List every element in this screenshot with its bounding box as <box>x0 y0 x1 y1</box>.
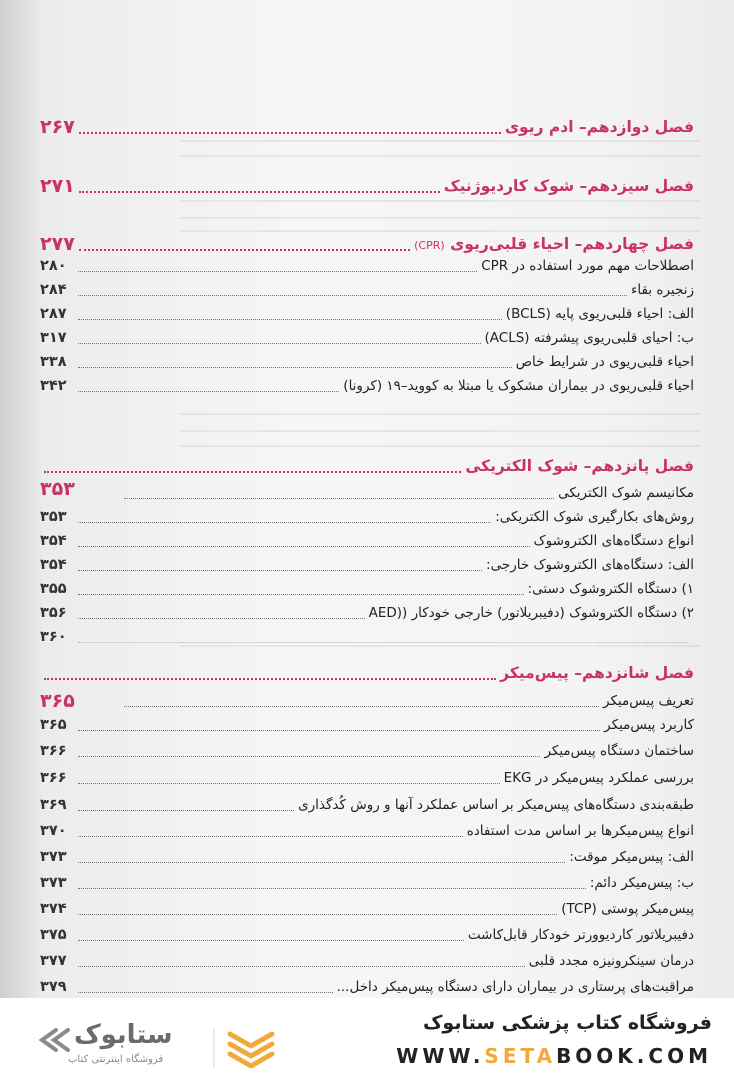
leader-dots <box>78 261 477 272</box>
leader-dots <box>124 696 599 707</box>
leader-dots <box>78 800 294 811</box>
toc-item[interactable] <box>40 898 694 920</box>
leader-dots <box>78 357 512 368</box>
toc-item-page: ۳۷۴ <box>40 901 67 917</box>
toc-item[interactable] <box>40 846 694 868</box>
leader-dots <box>78 826 463 837</box>
leader-dots <box>78 904 557 915</box>
toc-item-text: احیاء قلبی‌ریوی در بیماران مشکوک یا مبتلا به کووید–۱۹ (کرونا) <box>343 378 694 394</box>
toc-item-text: مکانیسم شوک الکتریکی <box>558 485 694 501</box>
toc-item-page: ۳۱۷ <box>40 330 67 346</box>
leader-dots <box>79 179 440 193</box>
leader-dots <box>79 237 410 251</box>
logo-subtitle: فروشگاه اینترنتی کتاب <box>68 1054 164 1065</box>
toc-item[interactable] <box>40 327 694 349</box>
store-footer <box>0 998 734 1080</box>
toc-item-page: ۲۸۷ <box>40 306 67 322</box>
toc-item-page: ۲۸۴ <box>40 282 67 298</box>
toc-item[interactable] <box>40 554 694 576</box>
leader-dots <box>78 285 627 296</box>
toc-item-text: طبقه‌بندی دستگاه‌های پیس‌میکر بر اساس عملکرد آنها و روش کُدگذاری <box>298 797 694 813</box>
chapter-12-entry[interactable] <box>40 114 694 140</box>
toc-item[interactable] <box>40 279 694 301</box>
leader-dots <box>79 120 501 134</box>
chapter-title: فصل پانزدهم– شوک الکتریکی <box>465 457 694 475</box>
chapter-16-entry[interactable] <box>40 660 694 686</box>
toc-item[interactable] <box>40 976 694 998</box>
toc-item-text: ب: احیای قلبی‌ریوی پیشرفته (ACLS) <box>484 330 694 346</box>
leader-dots <box>44 666 496 680</box>
chapter-page: ۲۷۱ <box>40 175 75 197</box>
toc-item-text: الف: احیاء قلبی‌ریوی پایه (BCLS) <box>505 306 694 322</box>
leader-dots <box>78 381 339 392</box>
toc-item[interactable] <box>40 530 694 552</box>
leader-dots <box>78 982 333 993</box>
toc-item[interactable] <box>40 924 694 946</box>
chapter-13-entry[interactable] <box>40 173 694 199</box>
toc-item-page-only <box>40 626 694 648</box>
toc-item-page: ۳۷۷ <box>40 953 67 969</box>
leader-dots <box>78 608 365 619</box>
toc-item-text: دفیبریلاتور کاردیوورتر خودکار قابل‌کاشت <box>467 927 694 943</box>
leader-dots <box>78 773 500 784</box>
toc-item[interactable] <box>40 578 694 600</box>
chapter-page: ۳۵۳ <box>40 478 75 500</box>
toc-item[interactable] <box>40 950 694 972</box>
leader-dots <box>78 333 481 344</box>
toc-item-page: ۳۷۰ <box>40 823 67 839</box>
toc-item[interactable] <box>40 506 694 528</box>
toc-item-page: ۳۵۳ <box>40 509 67 525</box>
logo-wordmark: ستابوک <box>74 1020 173 1050</box>
toc-item-page: ۳۵۴ <box>40 557 67 573</box>
toc-item-page: ۳۷۹ <box>40 979 67 995</box>
toc-item-text: احیاء قلبی‌ریوی در شرایط خاص <box>515 354 694 370</box>
toc-item[interactable] <box>40 767 694 789</box>
leader-dots <box>78 536 530 547</box>
toc-item-text: اصطلاحات مهم مورد استفاده در CPR <box>481 258 694 274</box>
toc-item-text: ۱) دستگاه الکتروشوک دستی: <box>527 581 694 597</box>
toc-item-page: ۳۵۴ <box>40 533 67 549</box>
toc-item-page: ۳۵۶ <box>40 605 67 621</box>
toc-item-page: ۳۴۲ <box>40 378 67 394</box>
toc-item[interactable] <box>40 872 694 894</box>
leader-dots <box>78 930 464 941</box>
toc-item[interactable] <box>40 794 694 816</box>
leader-dots <box>78 746 540 757</box>
toc-item[interactable] <box>40 602 694 624</box>
toc-item[interactable] <box>40 714 694 736</box>
toc-item-text: ۲) دستگاه الکتروشوک (دفیبریلاتور) خارجی خودکار ((AED <box>368 605 694 621</box>
toc-item[interactable] <box>40 303 694 325</box>
leader-dots <box>78 852 565 863</box>
chapter-14-entry[interactable] <box>40 231 694 257</box>
chapter-title: فصل دوازدهم– ادم ریوی <box>504 118 694 136</box>
toc-item-text: ب: پیس‌میکر دائم: <box>589 875 694 891</box>
toc-item-text: بررسی عملکرد پیس‌میکر در EKG <box>503 770 694 786</box>
store-website[interactable] <box>396 1044 712 1068</box>
toc-item[interactable] <box>120 482 694 504</box>
store-name: فروشگاه کتاب پزشکی ستابوک <box>422 1012 712 1034</box>
leader-dots <box>78 956 525 967</box>
leader-dots <box>78 720 600 731</box>
leader-dots <box>78 584 524 595</box>
site-brand: SETA <box>484 1044 557 1068</box>
setabook-logo[interactable] <box>34 1020 294 1070</box>
toc-item-page: ۳۷۳ <box>40 849 67 865</box>
toc-item-page: ۲۸۰ <box>40 258 67 274</box>
toc-item-page: ۳۶۵ <box>40 717 67 733</box>
chapter-title: فصل چهاردهم– احیاء قلبی‌ریوی (CPR) <box>414 235 694 253</box>
chapter-title: فصل سیزدهم– شوک کاردیوژنیک <box>443 177 694 195</box>
leader-dots <box>78 560 482 571</box>
toc-item-text: تعریف پیس‌میکر <box>603 693 694 709</box>
toc-item-text: الف: پیس‌میکر موقت: <box>569 849 694 865</box>
toc-item-text: ساختمان دستگاه پیس‌میکر <box>544 743 694 759</box>
leader-dots <box>44 459 461 473</box>
leader-dots <box>78 878 586 889</box>
toc-item-text: مراقبت‌های پرستاری در بیماران دارای دستگاه پیس‌میکر داخل... <box>336 979 694 995</box>
site-prefix: WWW. <box>396 1044 485 1068</box>
toc-item-text: پیس‌میکر پوستی (TCP) <box>561 901 694 917</box>
toc-item-text: درمان سینکرونیزه مجدد قلبی <box>528 953 694 969</box>
toc-item-text: کاربرد پیس‌میکر <box>604 717 694 733</box>
site-suffix: BOOK.COM <box>556 1044 712 1068</box>
leader-dots <box>78 309 502 320</box>
chapter-abbr: (CPR) <box>414 239 445 252</box>
toc-item[interactable] <box>40 351 694 373</box>
chapter-title: فصل شانزدهم– پیس‌میکر <box>500 664 694 682</box>
leader-dots <box>78 632 690 643</box>
toc-item-text: انواع پیس‌میکرها بر اساس مدت استفاده <box>466 823 694 839</box>
leader-dots <box>124 488 554 499</box>
toc-item-page: ۳۵۵ <box>40 581 67 597</box>
toc-item-text: زنجیره بقاء <box>631 282 694 298</box>
chapter-page: ۲۶۷ <box>40 116 75 138</box>
toc-item[interactable] <box>40 820 694 842</box>
toc-item-text: روش‌های بکارگیری شوک الکتریکی: <box>495 509 694 525</box>
toc-item[interactable] <box>40 740 694 762</box>
toc-item[interactable] <box>40 375 694 397</box>
toc-item-page: ۳۳۸ <box>40 354 67 370</box>
chapter-page: ۳۶۵ <box>40 690 75 712</box>
toc-item-text: انواع دستگاه‌های الکتروشوک <box>533 533 694 549</box>
toc-item-page: ۳۶۶ <box>40 770 67 786</box>
leader-dots <box>78 512 491 523</box>
chapter-15-entry[interactable] <box>40 453 694 479</box>
toc-item[interactable] <box>120 690 694 712</box>
chapter-page: ۲۷۷ <box>40 233 75 255</box>
toc-item-page: ۳۶۶ <box>40 743 67 759</box>
toc-item-text: الف: دستگاه‌های الکتروشوک خارجی: <box>486 557 694 573</box>
toc-item[interactable] <box>40 255 694 277</box>
toc-item-page: ۳۷۳ <box>40 875 67 891</box>
toc-item-page: ۳۶۹ <box>40 797 67 813</box>
toc-item-page: ۳۶۰ <box>40 629 67 645</box>
toc-item-page: ۳۷۵ <box>40 927 67 943</box>
